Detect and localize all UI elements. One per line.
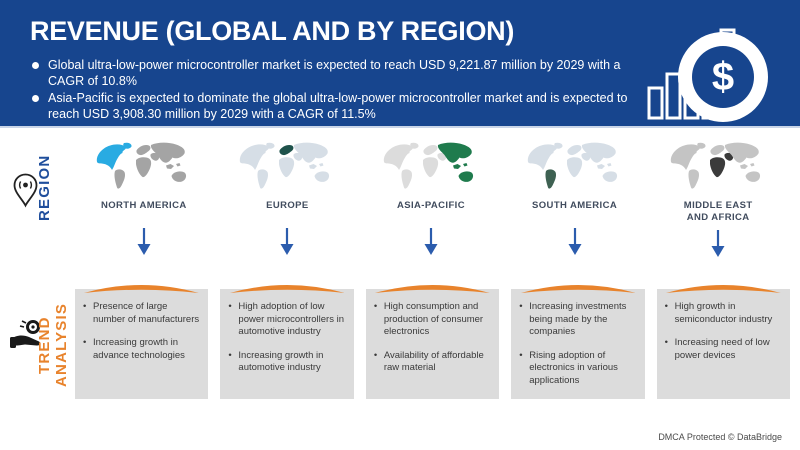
dollar-sign: $: [711, 55, 735, 99]
northamerica-shape: [384, 144, 413, 170]
world-map-asia-pacific: [381, 142, 481, 192]
header-bullet-text: Global ultra-low-power microcontroller market is expected to reach USD 9,221.87 million by 2029 with a CAGR of 10.8%: [48, 58, 621, 88]
trend-point-text: Increasing investments being made by the companies: [529, 301, 627, 338]
region-column-north-america: [72, 142, 216, 262]
australia-shape: [458, 171, 473, 182]
header-bullet-item: [32, 91, 644, 122]
region-column-asia-pacific: [359, 142, 503, 262]
greenland-shape: [554, 143, 562, 149]
revenue-growth-icon: [644, 12, 790, 124]
down-arrow-icon: [279, 228, 295, 256]
world-map-north-america: [94, 142, 194, 192]
orange-arc-decoration: [375, 284, 490, 293]
trend-point-text: Rising adoption of electronics in various applications: [529, 349, 618, 386]
trend-point: • Rising adoption of electronics in various applications: [519, 349, 618, 386]
trend-point-list: [374, 301, 491, 375]
trend-point-list: [665, 301, 782, 362]
trend-point: • High consumption and production of consumer electronics: [373, 301, 484, 338]
down-arrow-icon: [710, 230, 726, 258]
africa-shape: [567, 157, 582, 177]
northamerica-shape: [97, 144, 126, 170]
southamerica-shape: [258, 169, 269, 188]
orange-arc-decoration: [84, 284, 199, 293]
trend-section-label: TREND ANALYSIS: [36, 302, 70, 388]
trend-box-europe: [220, 289, 353, 399]
down-arrow-icon: [423, 228, 439, 256]
australia-shape: [746, 171, 761, 182]
trend-box-middle-east-africa: [657, 289, 790, 399]
africa-shape: [136, 157, 151, 177]
world-map-europe: [237, 142, 337, 192]
page-title: REVENUE (GLOBAL AND BY REGION): [30, 16, 515, 46]
trend-point-text: High adoption of low power microcontrollers in automotive industry: [238, 301, 344, 338]
europe-shape: [423, 145, 437, 155]
region-section: [72, 142, 790, 262]
australia-shape: [171, 171, 186, 182]
southamerica-shape: [689, 169, 700, 188]
orange-arc-decoration: [521, 284, 636, 293]
down-arrow-icon: [136, 228, 152, 256]
trend-point: • Availability of affordable raw material: [373, 349, 484, 374]
islands-shape: [740, 163, 755, 169]
region-column-middle-east-africa: [646, 142, 790, 262]
dmca-copyright-text: DMCA Protected © DataBridge: [658, 432, 782, 442]
header-bullet-item: [32, 58, 644, 89]
region-label: ASIA-PACIFIC: [397, 200, 465, 211]
location-pin-icon: [12, 172, 39, 210]
trend-point-list: [519, 301, 636, 387]
trend-point: • Increasing investments being made by the companies: [519, 301, 627, 338]
africa-shape: [710, 157, 725, 177]
southamerica-shape: [114, 169, 125, 188]
region-label: NORTH AMERICA: [101, 200, 187, 211]
trend-point-list: [228, 301, 345, 375]
islands-shape: [309, 163, 324, 169]
trend-point: • Presence of large number of manufacturers: [83, 301, 200, 325]
header-bullet-list: [32, 58, 644, 124]
region-label: SOUTH AMERICA: [532, 200, 618, 211]
trend-box-asia-pacific: [366, 289, 499, 399]
bullet-dot-icon: [32, 62, 39, 69]
trend-point: • Increasing growth in advance technologies: [83, 337, 185, 361]
bullet-dot-icon: [32, 95, 39, 102]
dollar-coin-icon: [678, 32, 768, 122]
greenland-shape: [267, 143, 275, 149]
trend-box-north-america: [75, 289, 208, 399]
trend-point: • High growth in semiconductor industry: [664, 301, 773, 325]
northamerica-shape: [240, 144, 269, 170]
trend-point-text: High consumption and production of consumer electronics: [383, 301, 484, 338]
region-column-south-america: [503, 142, 647, 262]
world-map-middle-east-africa: [668, 142, 768, 192]
europe-shape: [136, 145, 150, 155]
trend-point: • Increasing need of low power devices: [664, 337, 770, 361]
trend-analysis-section: [75, 289, 790, 399]
trend-point: • Increasing growth in automotive industry: [228, 349, 324, 374]
australia-shape: [315, 171, 330, 182]
down-arrow-icon: [567, 228, 583, 256]
islands-shape: [597, 163, 612, 169]
region-label: MIDDLE EAST AND AFRICA: [683, 200, 753, 223]
africa-shape: [423, 157, 438, 177]
africa-shape: [279, 157, 294, 177]
world-map-south-america: [525, 142, 625, 192]
orange-arc-decoration: [230, 284, 345, 293]
trend-point-text: Presence of large number of manufacturers: [93, 301, 200, 325]
europe-shape: [280, 145, 294, 155]
europe-shape: [567, 145, 581, 155]
greenland-shape: [697, 143, 705, 149]
trend-point-text: Increasing need of low power devices: [674, 337, 770, 361]
northamerica-shape: [671, 144, 700, 170]
header-bullet-text: Asia-Pacific is expected to dominate the global ultra-low-power microcontroller market and is expected to reach USD 3,908.30 million by 2029 with a CAGR of 11.5%: [48, 91, 628, 121]
region-label: EUROPE: [266, 200, 309, 211]
trend-point-list: [83, 301, 200, 362]
northamerica-shape: [527, 144, 556, 170]
southamerica-shape: [401, 169, 412, 188]
trend-point-text: Increasing growth in advance technologies: [93, 337, 185, 361]
region-section-label: REGION: [36, 154, 53, 222]
islands-shape: [166, 163, 181, 169]
orange-arc-decoration: [666, 284, 781, 293]
trend-point-text: Availability of affordable raw material: [383, 349, 484, 374]
europe-shape: [711, 145, 725, 155]
greenland-shape: [123, 143, 131, 149]
islands-shape: [453, 163, 468, 169]
australia-shape: [602, 171, 617, 182]
region-column-europe: [216, 142, 360, 262]
trend-point-text: High growth in semiconductor industry: [674, 301, 773, 325]
trend-point-text: Increasing growth in automotive industry: [238, 349, 324, 374]
trend-point: • High adoption of low power microcontrollers in automotive industry: [228, 301, 344, 338]
southamerica-shape: [545, 169, 556, 188]
dollar-coin-inner: [692, 46, 754, 108]
greenland-shape: [410, 143, 418, 149]
trend-box-south-america: [511, 289, 644, 399]
header-band: [0, 0, 800, 128]
